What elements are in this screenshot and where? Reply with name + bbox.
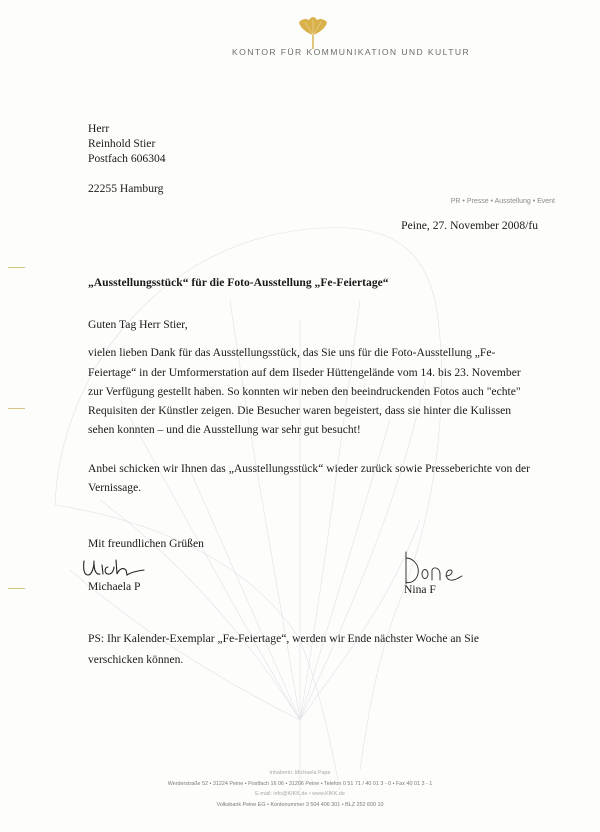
- letter-body: [88, 315, 538, 516]
- fold-mark: [8, 588, 25, 589]
- footer-bank: Volksbank Peine EG • Kontonummer 3 504 406 301 • BLZ 252 600 10: [216, 801, 384, 808]
- signer-name-1: Michaela P: [88, 580, 141, 593]
- footer-address: Werderstraße 52 • 31224 Peine • Postfach 16 06 • 31206 Peine • Telefon 0 51 71 / 40 01 3 - 0 • Fax 40 01 3 - 1: [167, 780, 433, 787]
- body-paragraph: Anbei schicken wir Ihnen das „Ausstellungsstück“ wieder zurück sowie Presseberichte von der Vernissage.: [88, 461, 531, 495]
- services-line: PR • Presse • Ausstellung • Event: [450, 198, 555, 205]
- footer-owner: Inhaberin: Michaela Pape: [269, 770, 331, 776]
- company-name: KONTOR FÜR KOMMUNIKATION UND KULTUR: [232, 47, 471, 57]
- date-line: Peine, 27. November 2008/fu: [401, 219, 538, 232]
- recipient-street: Postfach 606304: [88, 152, 166, 165]
- punch-mark: [8, 408, 25, 409]
- subject-line: „Ausstellungsstück“ für die Foto-Ausstellung „Fe-Feiertage“: [88, 276, 389, 289]
- signoff: Mit freundlichen Grüßen: [88, 537, 204, 550]
- greeting: Guten Tag Herr Stier,: [88, 318, 188, 331]
- footer-contact: E-mail: info@KIKK.de • www.KIKK.de: [255, 791, 345, 797]
- letter-footer: [0, 768, 600, 810]
- ginkgo-leaf-icon: [296, 16, 330, 50]
- body-paragraph: vielen lieben Dank für das Ausstellungsstück, das Sie uns für die Foto-Ausstellung „Fe-Feiertage“ in der Umformerstation auf dem Ilseder Hüttengelände vom 14. bis 23. November zur Verfügung gestellt haben. So konnten wir neben den beeindruckenden Fotos auch "echte" Requisiten der Künstler zeigen. Die Besucher waren begeistert, dass sie hinter die Kulissen sehen konnten – und die Ausstellung war sehr gut besucht!: [88, 346, 521, 437]
- signer-name-2: Nina F: [404, 583, 436, 596]
- recipient-salutation: Herr: [88, 122, 110, 135]
- recipient-address: [88, 121, 166, 196]
- recipient-city: 22255 Hamburg: [88, 182, 164, 195]
- recipient-name: Reinhold Stier: [88, 137, 156, 150]
- postscript: PS: Ihr Kalender-Exemplar „Fe-Feiertage“, werden wir Ende nächster Woche an Sie verschicken können.: [88, 632, 480, 666]
- fold-mark: [8, 267, 25, 268]
